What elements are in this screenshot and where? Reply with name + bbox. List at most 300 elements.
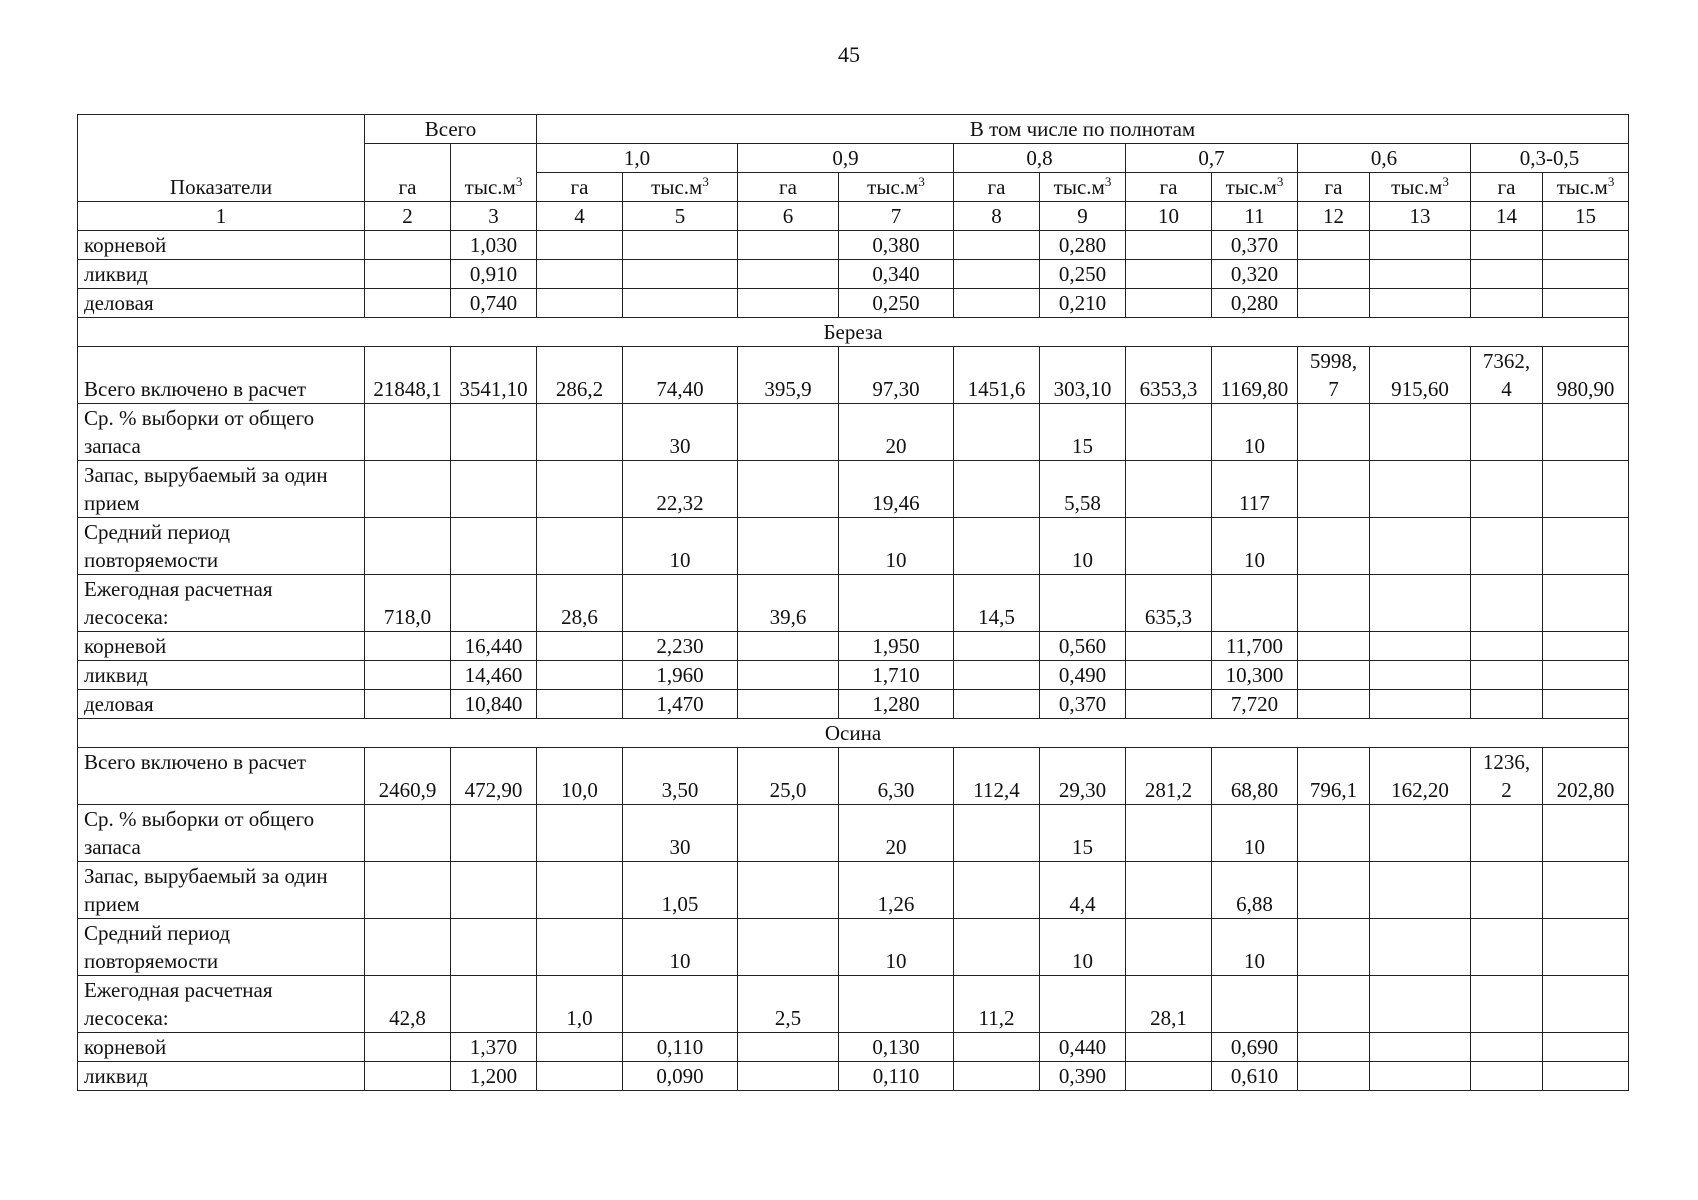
table-cell [1471,289,1543,318]
table-cell [738,919,839,976]
table-cell: 0,280 [1212,289,1298,318]
table-cell [1212,575,1298,632]
table-cell [623,976,738,1033]
header-density-4: 0,7 [1126,144,1298,173]
table-cell [1298,1033,1370,1062]
table-cell [451,575,537,632]
table-cell: 3,50 [623,748,738,805]
table-row [78,976,1629,1033]
table-cell: 6,88 [1212,862,1298,919]
row-label: Запас, вырубаемый за один прием [78,862,365,919]
table-cell: 28,1 [1126,976,1212,1033]
table-cell: 0,380 [839,231,954,260]
column-number: 11 [1212,202,1298,231]
table-cell [1370,404,1471,461]
table-cell [1543,231,1629,260]
table-cell [537,260,623,289]
table-cell: 10 [623,919,738,976]
table-cell: 68,80 [1212,748,1298,805]
table-cell: 28,6 [537,575,623,632]
table-row [78,919,1629,976]
table-cell: 29,30 [1040,748,1126,805]
table-cell: 2460,9 [365,748,451,805]
table-cell [1543,518,1629,575]
table-cell [451,518,537,575]
table-cell [1126,690,1212,719]
table-cell [537,404,623,461]
section-title: Береза [78,318,1629,347]
table-cell: 74,40 [623,347,738,404]
table-row [78,575,1629,632]
column-number: 8 [954,202,1040,231]
table-cell: 20 [839,404,954,461]
table-cell: 1451,6 [954,347,1040,404]
table-row [78,289,1629,318]
table-cell [451,976,537,1033]
table-cell: 11,2 [954,976,1040,1033]
table-cell [365,632,451,661]
table-cell: 15 [1040,805,1126,862]
table-cell [1126,805,1212,862]
table-cell: 10 [1212,805,1298,862]
table-cell [1298,632,1370,661]
table-row [78,1033,1629,1062]
row-label: ликвид [78,1062,365,1091]
table-cell: 1236,2 [1471,748,1543,805]
table-cell [1543,1062,1629,1091]
table-cell [1298,661,1370,690]
table-cell [623,575,738,632]
table-cell: 980,90 [1543,347,1629,404]
table-cell: 0,110 [839,1062,954,1091]
header-total: Всего [365,115,537,144]
table-cell [537,461,623,518]
table-cell [1370,461,1471,518]
table-cell [537,518,623,575]
table-cell [1126,862,1212,919]
table-cell [738,518,839,575]
row-label: Всего включено в расчет [78,347,365,404]
table-cell [537,1062,623,1091]
table-cell: 2,230 [623,632,738,661]
table-cell: 2,5 [738,976,839,1033]
table-cell [954,805,1040,862]
table-cell: 10,840 [451,690,537,719]
table-cell [1370,1033,1471,1062]
table-cell [1370,661,1471,690]
table-cell [1471,805,1543,862]
header-indicators: Показатели [78,115,365,202]
header-unit-m3: $тыс.м^3$ [1040,173,1126,202]
table-cell: 21848,1 [365,347,451,404]
table-cell [1126,289,1212,318]
table-cell: 796,1 [1298,748,1370,805]
table-row [78,461,1629,518]
column-number: 2 [365,202,451,231]
row-label: Ежегодная расчетная лесосека: [78,976,365,1033]
table-cell: 42,8 [365,976,451,1033]
table-cell [365,1033,451,1062]
table-cell [1543,575,1629,632]
table-cell [1126,661,1212,690]
table-cell [365,461,451,518]
table-cell [954,632,1040,661]
table-cell [537,862,623,919]
table-cell [365,862,451,919]
table-cell: 303,10 [1040,347,1126,404]
table-row [78,748,1629,805]
table-cell [1543,289,1629,318]
table-row [78,862,1629,919]
header-unit-ha: га [954,173,1040,202]
header-row-1 [78,115,1629,144]
table-cell [738,404,839,461]
header-unit-ha: га [1298,173,1370,202]
table-cell [1471,862,1543,919]
column-number: 9 [1040,202,1126,231]
table-cell [738,231,839,260]
table-cell [738,805,839,862]
header-unit-m3: $тыс.м^3$ [1543,173,1629,202]
table-cell [1126,632,1212,661]
table-cell [537,1033,623,1062]
row-label: Ср. % выборки от общего запаса [78,404,365,461]
row-label: корневой [78,1033,365,1062]
table-cell [1543,632,1629,661]
table-cell [954,661,1040,690]
table-cell [1298,1062,1370,1091]
table-cell [623,231,738,260]
table-cell [839,575,954,632]
table-cell [537,690,623,719]
table-cell: 3541,10 [451,347,537,404]
table-cell [1298,575,1370,632]
table-cell: 281,2 [1126,748,1212,805]
table-cell [1370,518,1471,575]
table-cell [1370,289,1471,318]
table-cell [1471,1033,1543,1062]
table-cell: 0,440 [1040,1033,1126,1062]
table-cell: 6353,3 [1126,347,1212,404]
table-cell [1543,461,1629,518]
table-cell: 14,5 [954,575,1040,632]
table-cell [1471,690,1543,719]
table-cell: 0,320 [1212,260,1298,289]
row-label: Запас, вырубаемый за один прием [78,461,365,518]
section-row [78,719,1629,748]
table-cell [1370,575,1471,632]
table-cell [1298,404,1370,461]
table-cell [954,289,1040,318]
table-cell: 0,740 [451,289,537,318]
table-cell [738,1033,839,1062]
table-cell: 915,60 [1370,347,1471,404]
table-cell [1298,289,1370,318]
table-row [78,260,1629,289]
table-cell [1543,919,1629,976]
column-number: 3 [451,202,537,231]
table-cell [954,690,1040,719]
section-row [78,318,1629,347]
column-number: 12 [1298,202,1370,231]
table-cell [451,862,537,919]
table-cell: 202,80 [1543,748,1629,805]
table-cell: 10 [1040,518,1126,575]
table-cell [738,661,839,690]
table-cell [1471,231,1543,260]
table-cell: 10,0 [537,748,623,805]
table-cell [738,1062,839,1091]
table-cell: 4,4 [1040,862,1126,919]
table-cell [1298,976,1370,1033]
table-cell: 286,2 [537,347,623,404]
table-cell: 1,280 [839,690,954,719]
table-cell: 16,440 [451,632,537,661]
table-row [78,661,1629,690]
table-cell [1370,632,1471,661]
table-cell [954,919,1040,976]
table-cell: 20 [839,805,954,862]
table-cell [954,518,1040,575]
table-cell: 112,4 [954,748,1040,805]
table-cell [1126,461,1212,518]
table-row [78,404,1629,461]
table-cell [954,260,1040,289]
table-cell: 1,26 [839,862,954,919]
page-number: 45 [838,42,860,67]
table-cell: 10 [623,518,738,575]
column-numbers-row [78,202,1629,231]
table-cell [738,289,839,318]
table-cell [1471,518,1543,575]
row-label: корневой [78,231,365,260]
table-row [78,347,1629,404]
forest-estimate-table [77,114,1629,1091]
table-cell: 7362,4 [1471,347,1543,404]
table-cell: 10 [1212,518,1298,575]
table-cell [954,1062,1040,1091]
table-cell [1471,404,1543,461]
table-cell [738,461,839,518]
table-cell [365,690,451,719]
table-cell: 22,32 [623,461,738,518]
header-total-ha: га [365,144,451,202]
table-cell [1543,805,1629,862]
table-cell: 1,710 [839,661,954,690]
column-number: 7 [839,202,954,231]
table-cell [1298,461,1370,518]
table-cell [537,289,623,318]
table-cell [623,289,738,318]
table-cell: 1,030 [451,231,537,260]
table-cell: 7,720 [1212,690,1298,719]
table-cell [537,231,623,260]
table-cell: 1,0 [537,976,623,1033]
table-cell: 0,250 [839,289,954,318]
table-cell [1126,404,1212,461]
table-cell [365,404,451,461]
table-cell: 1,05 [623,862,738,919]
column-number: 10 [1126,202,1212,231]
table-cell: 0,250 [1040,260,1126,289]
table-cell [1471,260,1543,289]
table-cell: 30 [623,805,738,862]
table-cell [365,231,451,260]
column-number: 15 [1543,202,1629,231]
header-density-2: 0,9 [738,144,954,173]
table-cell [1370,976,1471,1033]
table-cell [365,518,451,575]
section-title: Осина [78,719,1629,748]
header-total-m3: $тыс.м^3$ [451,144,537,202]
table-cell [1040,976,1126,1033]
header-unit-m3: $тыс.м^3$ [1370,173,1471,202]
table-cell [451,404,537,461]
table-cell [738,690,839,719]
table-cell [954,231,1040,260]
table-row [78,632,1629,661]
table-cell [537,919,623,976]
column-number: 1 [78,202,365,231]
table-cell [1370,231,1471,260]
row-label: ликвид [78,260,365,289]
table-cell [1370,862,1471,919]
table-cell [1543,862,1629,919]
table-cell: 10 [839,518,954,575]
column-number: 6 [738,202,839,231]
table-cell: 10 [1212,404,1298,461]
table-cell: 0,280 [1040,231,1126,260]
row-label: Средний период повторяемости [78,518,365,575]
table-cell [738,260,839,289]
table-cell: 25,0 [738,748,839,805]
table-cell [1298,518,1370,575]
table-cell [365,289,451,318]
table-cell: 0,390 [1040,1062,1126,1091]
table-cell [1471,1062,1543,1091]
table-cell [1126,919,1212,976]
table-cell: 10,300 [1212,661,1298,690]
table-cell: 0,130 [839,1033,954,1062]
table-cell [1040,575,1126,632]
table-cell: 395,9 [738,347,839,404]
row-label: ликвид [78,661,365,690]
table-cell: 1,950 [839,632,954,661]
table-cell [451,805,537,862]
table-cell [365,805,451,862]
column-number: 4 [537,202,623,231]
table-row [78,1062,1629,1091]
table-cell: 1,960 [623,661,738,690]
table-cell [537,632,623,661]
table-cell [1298,919,1370,976]
header-including: В том числе по полнотам [537,115,1629,144]
table-cell [365,1062,451,1091]
table-cell: 0,370 [1212,231,1298,260]
table-cell [954,461,1040,518]
table-cell [1543,260,1629,289]
table-cell: 635,3 [1126,575,1212,632]
table-cell: 0,910 [451,260,537,289]
table-cell: 117 [1212,461,1298,518]
table-cell [1543,1033,1629,1062]
table-cell: 1169,80 [1212,347,1298,404]
table-cell [365,260,451,289]
table-cell: 0,090 [623,1062,738,1091]
table-cell: 0,110 [623,1033,738,1062]
table-cell [738,632,839,661]
table-row [78,805,1629,862]
table-cell [1471,461,1543,518]
table-cell [1298,805,1370,862]
row-label: Ежегодная расчетная лесосека: [78,575,365,632]
row-label: деловая [78,289,365,318]
table-cell: 162,20 [1370,748,1471,805]
table-cell [1543,661,1629,690]
table-cell [1126,1033,1212,1062]
row-label: деловая [78,690,365,719]
table-cell [1126,260,1212,289]
table-cell [1370,805,1471,862]
table-cell [451,461,537,518]
table-cell [738,862,839,919]
table-cell [1126,1062,1212,1091]
table-cell: 6,30 [839,748,954,805]
table-cell [1298,862,1370,919]
header-density-3: 0,8 [954,144,1126,173]
table-cell: 19,46 [839,461,954,518]
row-label: Ср. % выборки от общего запаса [78,805,365,862]
table-cell: 0,560 [1040,632,1126,661]
table-cell: 1,200 [451,1062,537,1091]
table-cell [1471,976,1543,1033]
table-cell: 472,90 [451,748,537,805]
table-cell: 10 [1040,919,1126,976]
table-cell: 30 [623,404,738,461]
column-number: 5 [623,202,738,231]
table-cell [623,260,738,289]
table-cell [1298,231,1370,260]
header-unit-m3: $тыс.м^3$ [623,173,738,202]
table-cell: 718,0 [365,575,451,632]
table-row [78,518,1629,575]
table-cell [1471,919,1543,976]
table-cell: 10 [839,919,954,976]
row-label: корневой [78,632,365,661]
table-cell: 15 [1040,404,1126,461]
table-row [78,231,1629,260]
table-cell [1471,661,1543,690]
table-cell [1370,690,1471,719]
table-cell [1471,632,1543,661]
header-unit-m3: $тыс.м^3$ [839,173,954,202]
table-cell [1543,404,1629,461]
table-cell: 14,460 [451,661,537,690]
header-unit-ha: га [738,173,839,202]
table-cell: 0,210 [1040,289,1126,318]
table-cell [1298,690,1370,719]
table-cell: 1,470 [623,690,738,719]
header-unit-ha: га [1471,173,1543,202]
table-cell [537,805,623,862]
table-cell: 5998,7 [1298,347,1370,404]
table-cell: 1,370 [451,1033,537,1062]
table-cell [1298,260,1370,289]
table-cell: 5,58 [1040,461,1126,518]
table-cell [1471,575,1543,632]
table-cell [839,976,954,1033]
table-cell: 0,690 [1212,1033,1298,1062]
